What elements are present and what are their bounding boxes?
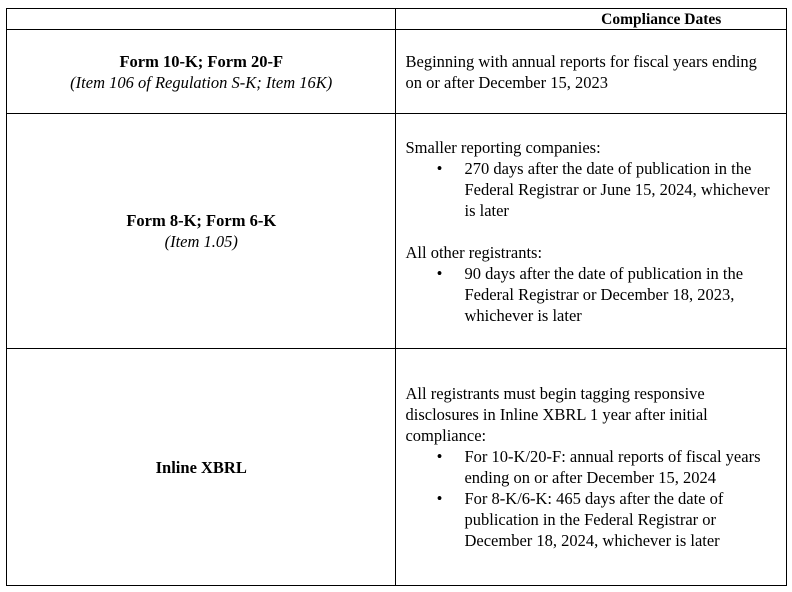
bullet-icon: • [436, 447, 443, 467]
detail-text: Beginning with annual reports for fiscal years ending on or after December 15, 2023 [405, 51, 757, 92]
bullet-text: 270 days after the date of publication in the Federal Registrar or June 15, 2024, whichever is later [464, 158, 770, 220]
bullet-item [436, 263, 776, 326]
bullet-icon: • [436, 263, 443, 283]
form-item-reference: (Item 1.05) [164, 232, 238, 252]
form-cell [7, 349, 396, 586]
header-left-cell [7, 9, 396, 30]
bullet-list [405, 158, 776, 221]
form-cell [7, 114, 396, 349]
table-row [7, 114, 787, 349]
bullet-icon: • [436, 489, 443, 509]
form-item-reference: (Item 106 of Regulation S-K; Item 16K) [70, 72, 333, 92]
form-cell [7, 30, 396, 114]
compliance-detail-cell [396, 349, 787, 586]
table-row [7, 30, 787, 114]
table-header-row [7, 9, 787, 30]
detail-text: All registrants must begin tagging responsive disclosures in Inline XBRL 1 year after initial compliance: [405, 384, 708, 446]
bullet-item [436, 158, 776, 221]
bullet-item [436, 488, 776, 551]
spacer [405, 221, 776, 242]
group-label: Smaller reporting companies: [405, 137, 601, 157]
bullet-text: For 8-K/6-K: 465 days after the date of publication in the Federal Registrar or December 18, 2024, whichever is later [464, 489, 724, 551]
form-title: Inline XBRL [155, 457, 247, 477]
bullet-text: For 10-K/20-F: annual reports of fiscal years ending on or after December 15, 2024 [464, 447, 761, 488]
form-title: Form 8-K; Form 6-K [126, 211, 277, 231]
table-row [7, 349, 787, 586]
form-title: Form 10-K; Form 20-F [119, 51, 284, 71]
group-label: All other registrants: [405, 242, 543, 262]
bullet-list [405, 263, 776, 326]
compliance-dates-table [6, 8, 787, 586]
bullet-list [405, 446, 776, 551]
compliance-detail-cell [396, 114, 787, 349]
bullet-icon: • [436, 158, 443, 178]
bullet-item [436, 446, 776, 488]
bullet-text: 90 days after the date of publication in the Federal Registrar or December 18, 2023, whichever is later [464, 263, 744, 325]
header-compliance-dates: Compliance Dates [396, 9, 787, 30]
compliance-detail-cell [396, 30, 787, 114]
